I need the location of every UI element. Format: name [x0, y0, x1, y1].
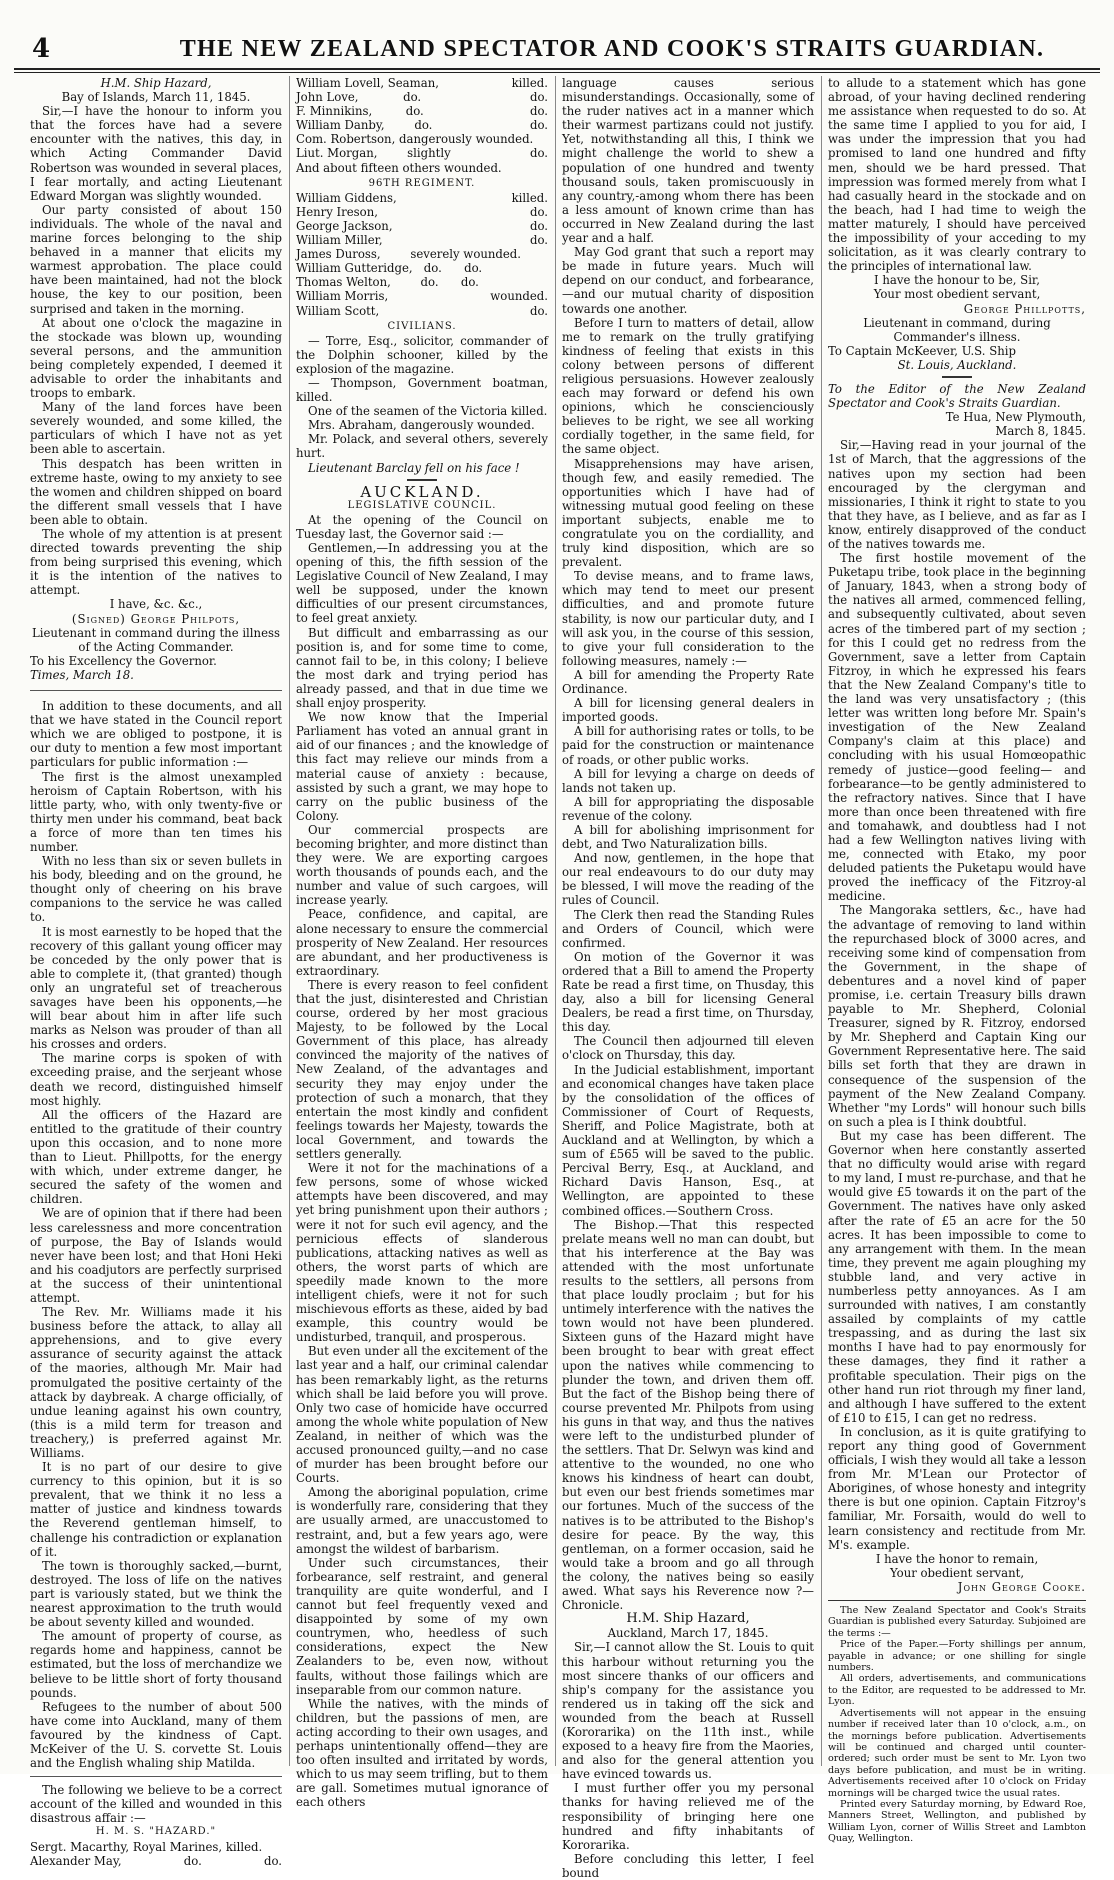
- masthead-rule-thin: [14, 72, 1100, 73]
- paragraph: It is most earnestly to be hoped that the recovery of this gallant young officer may be conceded by the only power that is able to complete it, (that granted) though only an ungrateful set of treacherous savages have been his opponents,—he will bear about him in after life such marks as Nelson was prouder of than all his crosses and orders.: [30, 924, 282, 1052]
- paragraph: Sir,—I have the honour to inform you that the forces have had a severe encounter with the natives, this day, in which Acting Commander David Robertson was wounded in several places, I fear mortally, and acting Lieutenant Edward Morgan was slightly wounded.: [30, 104, 282, 203]
- casualty-entry: [296, 304, 548, 318]
- paragraph: — Torre, Esq., solicitor, commander of the Dolphin schooner, killed by the explosion of the magazine.: [296, 333, 548, 376]
- paragraph: A bill for abolishing imprisonment for debt, and Two Naturalization bills.: [562, 822, 814, 852]
- casualty-entry: Sergt. Macarthy, Royal Marines, killed.: [30, 1839, 263, 1854]
- paragraph: One of the seamen of the Victoria killed.: [308, 404, 548, 419]
- paragraph: Sir,—Having read in your journal of the 1st of March, that the aggressions of the natives upon my section had been encouraged by the clergyman and missionaries, I think it right to state to you that they have, as I believe, and as far as I know, entirely disapproved of the conduct of the natives towards me.: [828, 438, 1086, 551]
- paragraph: The Bishop.—That this respected prelate means well no man can doubt, but that his interference at the Bay was attended with the most unfortunate results to the settlers, all persons from that place loudly proclaim ; but for his untimely interference with the natives the town would not have been plundered. Sixteen guns of the Hazard might have been brought to bear with great effect upon the natives while commencing to plunder the town, and driven them off. But the fact of the Bishop being there of course prevented Mr. Philpots from using his guns in that way, and thus the natives were left to the undisturbed plunder of the settlers. That Dr. Selwyn was kind and attentive to the wounded, no one who knows his kindness of heart can doubt, but even our best friends sometimes mar our fortunes. Much of the success of the natives is to be attributed to the Bishop's desire for peace. By the way, this gentleman, on a former occasion, said he would take a broom and go all through the colony, the natives being so easily awed. What says his Reverence now ?—Chronicle.: [562, 1217, 814, 1613]
- paragraph: But difficult and embarrassing as our position is, and for some time to come, cannot fail to be, in this colony; I believe the most dark and trying period has already passed, and that in due time we shall enjoy prosperity.: [296, 625, 548, 711]
- casualty-list: [296, 76, 548, 175]
- paragraph: Before concluding this letter, I feel bound: [562, 1851, 814, 1880]
- casualty-name: William Gutteridge, do. do.: [296, 261, 483, 276]
- column-divider: [821, 76, 822, 1766]
- casualty-name: Henry Ireson,: [296, 204, 378, 219]
- casualty-name: William Giddens,: [296, 190, 397, 205]
- letter-heading: H.M. Ship Hazard,: [100, 76, 212, 90]
- paragraph: At the opening of the Council on Tuesday last, the Governor said :—: [296, 512, 548, 541]
- paragraph: To devise means, and to frame laws, which may tend to meet our present difficulties, and and promote future stability, is now our particular duty, and I will ask you, in the course of this session, to give your full consideration to the following measures, namely :—: [562, 569, 814, 668]
- casualty-name: William Lovell, Seaman,: [296, 76, 439, 90]
- paragraph: The first hostile movement of the Puketapu tribe, took place in the beginning of January, 1843, when a strong body of the natives all armed, commenced felling, and subsequently cultivated, about seven acres of the timbered part of my section ; for this I could get no redress from the Government, save a letter from Captain Fitzroy, in which he expressed his fears that the New Zealand Company's title to the land was very unsatisfactory ; (this letter was written long before Mr. Spain's investigation of the New Zealand Company's claim at this place) and concluding with his usual Homœopathic remedy of justice—good feeling— and forbearance—to be gently administered to the refractory natives. Since that I have more than once been threatened with fire and tomahawk, and doubtless had I not had a few Wellington natives living with me, connected with Etako, my poor deluded patients the Puketapu would have proved the inefficacy of the Fitzroy-al medicine.: [828, 551, 1086, 904]
- paragraph: There is every reason to feel confident that the just, disinterested and Christian course, ordered by her most gracious Majesty, to be followed by the Local Government of this place, has already convinced the majority of the natives of New Zealand, of the advantages and security they may enjoy under the protection of such a monarch, that they entertain the most kindly and confident feelings towards her Majesty, towards the local Government, and towards the settlers generally.: [296, 977, 548, 1162]
- paragraph: The town is thoroughly sacked,—burnt, destroyed. The loss of life on the natives part is variously stated, but we think the nearest approximation to the truth would be about seventy killed and wounded.: [30, 1558, 282, 1630]
- casualty-name: George Jackson,: [296, 218, 393, 233]
- paragraph: Sir,—I cannot allow the St. Louis to quit this harbour without returning you the most sincere thanks of our officers and ship's company for the assistance you rendered us in taking off the sick and wounded from the beach at Russell (Kororarika) on the 11th inst., while exposed to a heavy fire from the Maories, and also for the general attention you have evinced towards us.: [562, 1640, 814, 1782]
- letter-heading: To the Editor of the New Zealand Spectator and Cook's Straits Guardian.: [828, 381, 1086, 411]
- paragraph: The first is the almost unexampled heroism of Captain Robertson, with his little party, who, with only twenty-five or thirty men under his command, beat back a force of more than ten times his number.: [30, 769, 282, 854]
- paragraph: In conclusion, as it is quite gratifying to report any thing good of Government officials, I wish they would all take a lesson from Mr. M'Lean our Protector of Aborigines, of whose honesty and integrity there is but one opinion. Captain Fitzroy's familiar, Mr. Forsaith, would do well to learn consistency and rectitude from Mr. M's. example.: [828, 1424, 1086, 1552]
- page-number: 4: [32, 34, 51, 64]
- masthead-rule: [14, 68, 1100, 70]
- paragraph: We are of opinion that if there had been less carelessness and more concentration of purpose, the Bay of Islands would never have been lost; and that Honi Heki and his coadjutors are perfectly surprised at the success of their unintentional attempt.: [30, 1206, 282, 1305]
- paragraph: The Council then adjourned till eleven o'clock on Thursday, this day.: [562, 1034, 814, 1063]
- casualty-name: William Miller,: [296, 233, 383, 248]
- addressee: To his Excellency the Governor.: [30, 653, 217, 668]
- paragraph: Lieutenant Barclay fell on his face !: [308, 460, 520, 475]
- casualty-name: F. Minnikins, do.: [296, 104, 424, 119]
- casualty-entry: [296, 205, 548, 219]
- letter-dateline: Te Hua, New Plymouth,: [945, 410, 1086, 425]
- paragraph: In the Judicial establishment, important and economical changes have taken place by the consolidation of the offices of Commissioner of Court of Requests, Sheriff, and Police Magistrate, both at Auckland and at Wellington, by which a sum of £565 will be saved to the public. Percival Berry, Esq., at Auckland, and Richard Davis Hanson, Esq., at Wellington, are appointed to these combined offices.—Southern Cross.: [562, 1062, 814, 1218]
- paragraph: A bill for appropriating the disposable revenue of the colony.: [562, 794, 814, 823]
- signature: I have the honour to be, Sir,: [874, 273, 1040, 288]
- section-heading: H. M. S. "HAZARD.": [95, 1826, 217, 1838]
- newspaper-title: THE NEW ZEALAND SPECTATOR AND COOK'S STRAITS GUARDIAN.: [179, 36, 1045, 62]
- signature: Your most obedient servant,: [873, 287, 1041, 302]
- casualty-status: do.: [529, 218, 548, 233]
- paragraph: — Thompson, Government boatman, killed.: [296, 375, 548, 405]
- signature-name: John George Cooke.: [957, 1579, 1086, 1594]
- paragraph: May God grant that such a report may be made in future years. Much will depend on our conduct, and forbearance,—and our mutual charity of disposition towards one another.: [562, 245, 814, 316]
- paragraph: Peace, confidence, and capital, are alone necessary to ensure the commercial prosperity of New Zealand. Her resources are abundant, and her productiveness is extraordinary.: [296, 907, 548, 978]
- signature: Your obedient servant,: [889, 1565, 1025, 1580]
- paragraph: And now, gentlemen, in the hope that our real endeavours to do our duty may be blessed, I will move the reading of the rules of Council.: [562, 851, 814, 908]
- casualty-entry: [296, 261, 548, 275]
- casualty-list: [296, 191, 548, 318]
- casualty-status: do.: [529, 146, 548, 161]
- paragraph: Our party consisted of about 150 individuals. The whole of the naval and marine forces belonging to the ship behaved in a manner that elicits my warmest approbation. The place could have been maintained, had not the block house, the key to our position, been surprised and taken in the morning.: [30, 202, 282, 316]
- casualty-status: do.: [263, 1853, 282, 1868]
- imprint-text: Price of the Paper.—Forty shillings per annum, payable in advance; or one shilling for single numbers.: [828, 1639, 1086, 1674]
- paragraph: We now know that the Imperial Parliament has voted an annual grant in aid of our finances ; and the knowledge of this fact may relieve our minds from a material cause of anxiety : because, assisted by such a grant, we may hope to carry on the public business of the Colony.: [296, 710, 548, 823]
- paragraph: The amount of property of course, as regards home and happiness, cannot be estimated, but the loss of merchandize we believe to be little short of forty thousand pounds.: [30, 1629, 282, 1700]
- paragraph: Were it not for the machinations of a few persons, some of whose wicked attempts have been discovered, and may yet bring punishment upon their authors ; were it not for such evil agency, and the pernicious effects of slanderous publications, attacking natives as well as others, the worst parts of which are speedily made known to the more intelligent chiefs, were it not for such mischievous efforts as these, aided by bad example, this country would be undisturbed, tranquil, and prosperous.: [296, 1161, 548, 1345]
- paragraph: A bill for amending the Property Rate Ordinance.: [562, 667, 814, 697]
- casualty-status: do.: [529, 90, 548, 105]
- casualty-entry: [296, 233, 548, 247]
- paragraph: The whole of my attention is at present directed towards preventing the ship from being surprised this evening, which it is the intention of the natives to attempt.: [30, 527, 282, 598]
- casualty-status: do.: [529, 118, 548, 133]
- paragraph: A bill for authorising rates or tolls, to be paid for the construction or maintenance of roads, or other public works.: [562, 724, 814, 767]
- paragraph: The Rev. Mr. Williams made it his business before the attack, to allay all apprehensions, and to give every assurance of security against the attack of the maories, although Mr. Mair had promulgated the positive certainty of the attack by daybreak. A charge officially, of undue leaning against his own country, (this is a mild term for treason and treachery,) is preferred against Mr. Williams.: [30, 1305, 282, 1460]
- paragraph: Our commercial prospects are becoming brighter, and more distinct than they were. We are exporting cargoes worth thousands of pounds each, and the number and value of such cargoes, will increase yearly.: [296, 822, 548, 908]
- casualty-entry: [296, 289, 548, 303]
- paragraph: This despatch has been written in extreme haste, owing to my anxiety to see the women and children shipped on board the different small vessels that I have been able to obtain.: [30, 456, 282, 527]
- column-4: [828, 76, 1086, 1845]
- section-heading: 96TH REGIMENT.: [368, 177, 476, 189]
- section-heading: CIVILIANS.: [387, 320, 457, 332]
- letter-dateline: March 8, 1845.: [995, 424, 1086, 439]
- letter-heading: H.M. Ship Hazard,: [626, 1611, 750, 1627]
- casualty-entry: [296, 161, 548, 175]
- casualty-entry: [296, 247, 548, 261]
- casualty-name: William Danby, do.: [296, 118, 433, 133]
- casualty-entry: [296, 90, 548, 104]
- casualty-name: Thomas Welton, do. do.: [296, 275, 479, 290]
- paragraph: Under such circumstances, their forbearance, self restraint, and general tranquility are quite wonderful, and I cannot but feel frequently vexed and disappointed by some of my own countrymen, who, heedless of such considerations, expect the New Zealanders to be, even now, without faults, without those failings which are inseparable from our common nature.: [296, 1555, 548, 1697]
- signature: I have, &c. &c.,: [109, 597, 203, 612]
- column-divider: [555, 76, 556, 1766]
- casualty-status: do.: [529, 104, 548, 119]
- section-title: AUCKLAND.: [360, 482, 484, 501]
- paragraph: Before I turn to matters of detail, allow me to remark on the trully gratifying kindness of feeling that exists in this colony between persons of different religious persuasions. However zealously each may forward or defend his own opinions, which he conscienciously believes to be right, we see all working cordially together, in the same field, for the same object.: [562, 315, 814, 457]
- paragraph: With no less than six or seven bullets in his body, bleeding and on the ground, he thought only of cheering on his brave companions to the service he was called to.: [30, 854, 282, 925]
- imprint-text: Advertisements will not appear in the ensuing number if received later than 10 o'clock, a.m., on the mornings before publication. Advertisements will be continued and charged until counter-ordered; such order must be sent to Mr. Lyon two days before publication, and must be in writing. Advertisements received after 10 o'clock on Friday mornings will be charged twice the usual rates.: [828, 1707, 1086, 1799]
- paragraph: The following we believe to be a correct account of the killed and wounded in this disastrous affair :—: [30, 1783, 282, 1826]
- casualty-status: killed.: [511, 190, 548, 205]
- casualty-status: do.: [529, 204, 548, 219]
- paragraph: A bill for licensing general dealers in imported goods.: [562, 696, 814, 725]
- paragraph: Misapprehensions may have arisen, though few, and easily remedied. The opportunities which I have had of witnessing mutual good feeling on these important subjects, enable me to congratulate you on the cordiallity, and truly kind disposition, which are so prevalent.: [562, 456, 814, 570]
- casualty-entry: [296, 146, 548, 160]
- paragraph: But even under all the excitement of the last year and a half, our criminal calendar has been remarkably light, as the returns which shall be laid before you will prove. Only two case of homicide have occurred among the whole white population of New Zealand, in neither of which was the accused pronounced guilty,—and no case of murder has been brought before our Courts.: [296, 1344, 548, 1486]
- casualty-entry: [296, 275, 548, 289]
- paragraph: It is no part of our desire to give currency to this opinion, but it is so prevalent, that we think it no less a matter of justice and kindness towards the Reverend gentleman himself, to challenge his contradiction or explanation of it.: [30, 1460, 282, 1559]
- divider: [30, 1776, 282, 1777]
- signature-title: Lieutenant in command, during Commander's illness.: [863, 315, 1051, 344]
- paragraph: Many of the land forces have been severely wounded, and some killed, the particulars of which I have not as yet been able to ascertain.: [30, 400, 282, 457]
- divider: [407, 479, 437, 481]
- masthead: [14, 34, 1100, 68]
- casualty-entry: [296, 219, 548, 233]
- casualty-name: William Scott,: [296, 303, 380, 318]
- casualty-name: Liut. Morgan, slightly: [296, 146, 451, 161]
- signature-name: George Phillpotts,: [963, 301, 1086, 316]
- paragraph: In addition to these documents, and all that we have stated in the Council report which we are obliged to postpone, it is our duty to mention a few most important particulars for public information :—: [30, 699, 282, 770]
- casualty-entry: [296, 104, 548, 118]
- paragraph: All the officers of the Hazard are entitled to the gratitude of their country upon this occasion, and to none more than to Lieut. Phillpotts, for the energy with which, under extreme danger, he secured the safety of the women and children.: [30, 1107, 282, 1207]
- signature-title: Lieutenant in command during the illness of the Acting Commander.: [32, 625, 280, 654]
- column-2: [296, 76, 548, 1810]
- casualty-entry: [296, 191, 548, 205]
- casualty-status: do.: [529, 233, 548, 248]
- casualty-entry: [30, 1854, 282, 1868]
- casualty-name: John Love, do.: [296, 90, 422, 105]
- paragraph: At about one o'clock the magazine in the stockade was blown up, wounding several persons, and the ammunition being completely expended, I deemed it advisable to order the inhabitants and troops to embark.: [30, 315, 282, 401]
- paragraph: But my case has been different. The Governor when here constantly asserted that no difficulty would arise with regard to my land, I must re-purchase, and that he would give £5 towards it on the part of the Government. The natives have only asked after the rate of £5 an acre for the 50 acres. It has been impossible to come to any arrangement with them. In the mean time, they prevent me again ploughing my stubble land, and very active in numberless petty annoyances. As I am surrounded with natives, I am constantly assailed by complaints of my cattle trespassing, and as during the last six months I have had to pay enormously for these damages, they find it rather a profitable speculation. Their pigs on the other hand run riot through my finer land, and although I have suffered to the extent of £10 to £15, I can get no redress.: [828, 1128, 1086, 1425]
- subsection-title: LEGISLATIVE COUNCIL.: [347, 499, 497, 511]
- casualty-entry: [296, 118, 548, 132]
- paragraph: Mrs. Abraham, dangerously wounded.: [308, 418, 535, 433]
- paragraph: language causes serious misunderstandings. Occasionally, some of the ruder natives act in a manner which their warmest partizans could not justify. Yet, notwithstanding all this, I think we might challenge the world to shew a population of one hundred and twenty thousand souls, taken promiscuously in any country,-among whom there has been a less amount of known crime than has occurred in New Zealand during the last year and a half.: [562, 76, 814, 246]
- casualty-name: And about fifteen others wounded.: [296, 160, 502, 175]
- source-credit: Times, March 18.: [30, 667, 134, 682]
- divider: [942, 376, 972, 378]
- casualty-rank: do.: [183, 1853, 202, 1868]
- signature: I have the honor to remain,: [875, 1551, 1039, 1566]
- paragraph: Among the aboriginal population, crime is wonderfully rare, considering that they are usually armed, are unaccustomed to restraint, and, but a few years ago, were amongst the wildest of barbarism.: [296, 1485, 548, 1556]
- addressee: St. Louis, Auckland.: [897, 357, 1017, 372]
- column-3: [562, 76, 814, 1880]
- paragraph: A bill for levying a charge on deeds of lands not taken up.: [562, 766, 814, 795]
- paragraph: On motion of the Governor it was ordered that a Bill to amend the Property Rate be read a first time, on Thusday, this day, also a bill for licensing General Dealers, be read a first time, on Thursday, this day.: [562, 949, 814, 1035]
- casualty-status: killed.: [511, 76, 548, 90]
- paragraph: I must further offer you my personal thanks for having relieved me of the responsibility of bringing here one hundred and fifty inhabitants of Kororarika.: [562, 1781, 814, 1852]
- column-divider: [289, 76, 290, 1766]
- imprint-box: [828, 1600, 1086, 1845]
- casualty-name: Alexander May,: [30, 1853, 122, 1868]
- letter-dateline: Auckland, March 17, 1845.: [607, 1626, 769, 1641]
- casualty-name: William Morris,: [296, 289, 389, 304]
- paragraph: Mr. Polack, and several others, severely hurt.: [296, 432, 548, 461]
- paragraph: Gentlemen,—In addressing you at the opening of this, the fifth session of the Legislative Council of New Zealand, I may well be supposed, under the known difficulties of our present circumstances, to feel great anxiety.: [296, 541, 548, 626]
- column-1: [30, 76, 282, 1868]
- addressee: To Captain McKeever, U.S. Ship: [828, 343, 1016, 358]
- casualty-entry: [296, 132, 548, 146]
- paragraph: While the natives, with the minds of children, but the passions of men, are acting according to their own usages, and perhaps unintentionally offend—they are too often insulted and irritated by words, which to us may seem trifling, but to them are gall. Sometimes mutual ignorance of each others: [296, 1696, 548, 1810]
- divider: [30, 690, 282, 691]
- casualty-status: wounded.: [490, 289, 548, 304]
- casualty-name: Com. Robertson, dangerously wounded.: [296, 132, 534, 147]
- paragraph: Refugees to the number of about 500 have come into Auckland, many of them favoured by the kindness of Capt. McKeiver of the U. S. corvette St. Louis and the English whaling ship Matilda.: [30, 1699, 282, 1771]
- paragraph: to allude to a statement which has gone abroad, of your having declined rendering me assistance when requested to do so. At the same time I applied to you for aid, I was under the impression that you had promised to land one hundred and fifty men, should we be hard pressed. That impression was formed merely from what I had casually heard in the stockade and on the beach, had I had time to weigh the matter maturely, I should have perceived the impossibility of your acceding to my solicitation, as it was clearly contrary to the principles of international law.: [828, 76, 1086, 274]
- casualty-status: do.: [529, 303, 548, 318]
- imprint-text: Printed every Saturday morning, by Edward Roe, Manners Street, Wellington, and published by William Lyon, corner of Willis Street and Lambton Quay, Wellington.: [828, 1798, 1086, 1845]
- imprint-text: The New Zealand Spectator and Cook's Straits Guardian is published every Saturday. Subjoined are the terms :—: [828, 1605, 1086, 1639]
- paragraph: The marine corps is spoken of with exceeding praise, and the serjeant whose death we record, distinguished himself most highly.: [30, 1051, 282, 1108]
- paragraph: The Mangoraka settlers, &c., have had the advantage of removing to land within the repurchased block of 3000 acres, and receiving some kind of compensation from the Government, in the shape of debentures and a novel kind of paper promise, i.e. certain Treasury bills drawn payable to Mr. Shepherd, Colonial Treasurer, signed by R. Fitzroy, endorsed by Mr. Shepherd and Captain King our Government Representative here. The said bills set forth that they are drawn in consequence of the suspension of the payment of the New Zealand Company. Whether "my Lords" will honour such bills on such a plea is I think doubtful.: [828, 903, 1086, 1129]
- imprint-text: All orders, advertisements, and communications to the Editor, are requested to be addressed to Mr. Lyon.: [828, 1673, 1086, 1708]
- casualty-entry: [296, 76, 548, 90]
- casualty-name: James Duross, severely wounded.: [296, 247, 522, 262]
- signature: (Signed) George Philpots,: [71, 611, 241, 626]
- letter-dateline: Bay of Islands, March 11, 1845.: [61, 90, 251, 105]
- paragraph: The Clerk then read the Standing Rules and Orders of Council, which were confirmed.: [562, 907, 814, 950]
